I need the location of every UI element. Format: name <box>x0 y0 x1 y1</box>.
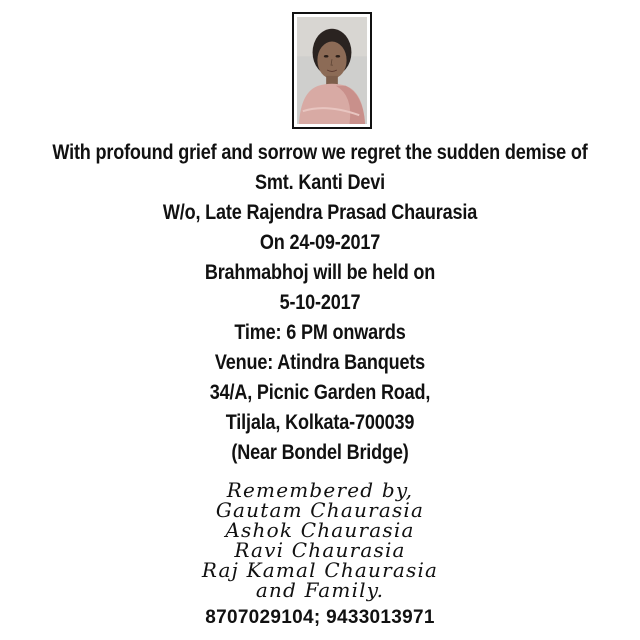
portrait-photo <box>292 12 372 129</box>
brahmabhoj-line: Brahmabhoj will be held on <box>204 261 436 284</box>
relation-line: W/o, Late Rajendra Prasad Chaurasia <box>162 201 478 224</box>
grief-line: With profound grief and sorrow we regret the sudden demise of <box>52 141 588 164</box>
remembered-by-heading: Remembered by, <box>226 478 414 502</box>
venue-address-line-1: 34/A, Picnic Garden Road, <box>209 381 431 404</box>
date-of-demise: On 24-09-2017 <box>259 231 381 254</box>
event-time: Time: 6 PM onwards <box>234 321 406 344</box>
family-member: Ravi Chaurasia <box>234 538 406 562</box>
family-member: Gautam Chaurasia <box>215 498 425 522</box>
family-member: Raj Kamal Chaurasia <box>201 558 439 582</box>
deceased-name: Smt. Kanti Devi <box>255 171 385 194</box>
venue-landmark: (Near Bondel Bridge) <box>231 441 409 464</box>
brahmabhoj-date: 5-10-2017 <box>279 291 361 314</box>
and-family: and Family. <box>255 578 385 602</box>
venue-address-line-2: Tiljala, Kolkata-700039 <box>225 411 415 434</box>
portrait-icon <box>297 17 367 124</box>
contact-numbers: 8707029104; 9433013971 <box>205 607 435 628</box>
family-member: Ashok Chaurasia <box>225 518 415 542</box>
announcement-text <box>0 138 640 468</box>
remembered-by-block <box>0 480 640 600</box>
venue-name: Venue: Atindra Banquets <box>214 351 426 374</box>
